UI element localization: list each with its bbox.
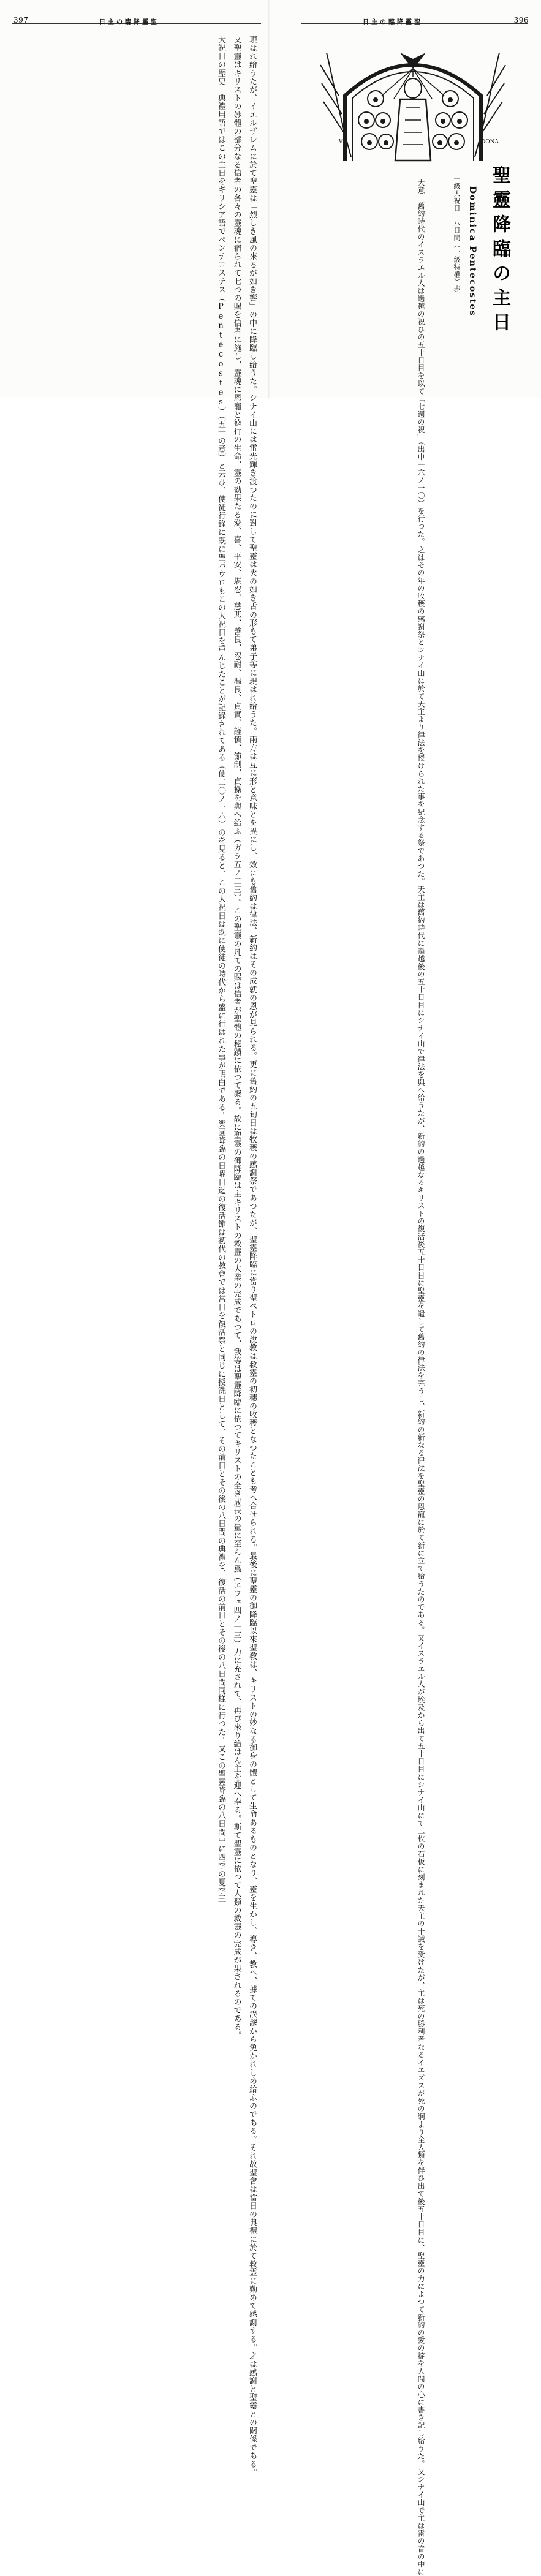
latin-title: Dominica Pentecostes — [467, 186, 477, 317]
left-page — [0, 0, 270, 2477]
right-page-number: 396 — [513, 16, 529, 25]
right-page — [270, 0, 541, 2576]
left-paragraph-2: 又聖靈はキリストの妙體の部分なる信者の各々の靈魂に宿られて七つの賜を信者に施し、靈魂に恩寵と徳行の生命、靈の効果たる愛、喜、平安、堪忍、慈悲、善良、忍耐、温良、貞實、謹慎、節制、貞操を與へ給ふ（ガラ五ノ二三）。この聖靈の凡ての賜は信者が聖體の秘蹟に依つて聚る。故に聖靈の御降臨は主キリストの救靈の大業の完成であつて、我等は聖靈降臨に依つてキリストの全き成長の量に至らん爲（エフェ四ノ一三）力に充されて、再び來り給はん主を迎へ奉る。斯て聖靈に依つて人類の救靈の完成が果されるのである。 — [232, 36, 241, 2040]
right-body-text: 大意 舊約時代のイスラエル人は過越の祝ひの五十日目を以て「七週の祝」（出申一六ノ一〇）を行つた。之はその年の收穫の感謝祭とシナイ山に於て天主より律法を授けられた事を紀念する祭であつた。天主は舊約時代に過越後の五十日目にシナイ山で律法を與へ給うたが、新約の過越なるキリストの復活後五十日目に聖靈を遣して舊約の律法を完うし、新約の新なる律法を聖靈の恩寵に於て新に立て給うたのである。又イスラエル人が埃及から出て五十日目にシナイ山にて二枚の石板に刻まれた天主の十誡を受けたが、主は死の勝利者なるイエズスが死の綱より全人類を伴ひ出て後五十日目に、聖靈の力によつて新約の愛の掟を人間の心に書き記し給うた。又シナイ山で主は雷の音の中に — [417, 179, 425, 2576]
left-paragraph-1: 現はれ給うたが、イエルザレムに於て聖靈は「烈しき風の來るが如き響」の中に降臨し給うた。シナイ山には雷光輝き渡つたのに對して聖靈は火の如き舌の形もて弟子等に現はれ給うた。兩方は互に形と意味とを異にし、效にも舊約は律法、新約はその成就の恩が見られる。更に舊約の五旬日は牧穫の感謝祭であつたが、聖靈降臨に當り聖ペトロの說教は救靈の初穗の收穫となつたことも考へ合せられる。最後に聖靈の御降臨以來聖敎は、キリストの妙なる御身の體として生命あるものとなり、靈を生かし、導き、教へ、據ての誤謬から免かれしめ給ふのである。それ故聖會は當日の典禮に於て救霊に勤めて感謝する。之は感謝と聖靈との關係である。 — [248, 36, 257, 2477]
left-body-text — [16, 36, 260, 2477]
illustration-inscription-right: DONA — [481, 139, 499, 145]
left-running-title: 日主の臨降靈聖 — [99, 19, 159, 26]
left-paragraph-3: 大祝日の歴史 典禮用語ではこの主日をギリシア語でペンテコステス（Pentecostes）（五十の意）と云ひ、使徒行錄に既に聖パウロもこの大祝日を重んじたことが記錄されてある（使二〇ノ一六）のを見ると、この大祝日は既に使徒の時代から盛に行はれた事が明白である。樂園降臨の日曜日迄の復活節は初代の教會では當日を復活祭と同じに授洗日として、その前日とその後の八日間の典禮を、復活の前日とその後の八日間同樣に行つた。又この聖靈降臨の八日間中に四季の夏季三 — [216, 36, 225, 1903]
left-page-number: 397 — [13, 16, 29, 25]
right-running-title: 日主の臨降靈聖 — [363, 19, 423, 26]
feast-rank-subtitle: 一級大祝日 八日間（一級特權）赤 — [453, 175, 461, 293]
illustration-inscription-left: VII — [339, 139, 347, 145]
pentecost-illustration — [314, 40, 512, 162]
feast-title: 聖靈降臨の主日 — [489, 165, 510, 337]
